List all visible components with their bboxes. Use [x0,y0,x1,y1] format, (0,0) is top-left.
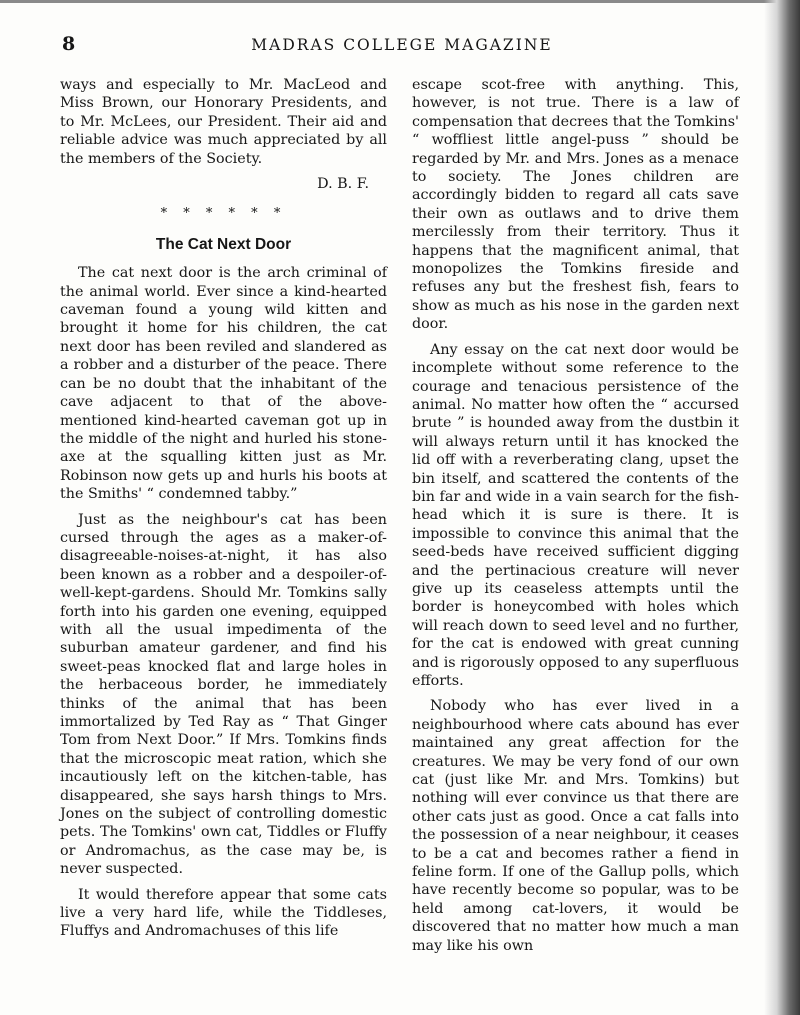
paragraph: Just as the neighbour's cat has been cursed through the ages as a maker-of-disagreeable-noises-at-night, it has also been known as a robber and a despoiler-of-well-kept-gardens. Should Mr. Tomkins sally forth into his garden one evening, equipped with all the usual impedimenta of the suburban amateur gardener, and find his sweet-peas knocked flat and large holes in the herbaceous border, he immediately thinks of the animal that has been immortalized by Ted Ray as “ That Ginger Tom from Next Door.” If Mrs. Tomkins finds that the microscopic meat ration, which she incautiously left on the kitchen-table, has disappeared, she says harsh things to Mrs. Jones on the subject of controlling domestic pets. The Tomkins' own cat, Tiddles or Fluffy or Andromachus, as the case may be, is never suspected. [60,511,387,878]
author-signature: D. B. F. [317,176,369,193]
running-title: MADRAS COLLEGE MAGAZINE [251,36,553,54]
page-number: 8 [62,33,76,55]
paragraph: Any essay on the cat next door would be incomplete without some reference to the courage and tenacious persistence of the animal. No matter how often the “ accursed brute ” is hounded away from the dustbin it will always return until it has knocked the lid off with a reverberating clang, upset the bin itself, and scattered the contents of the bin far and wide in a vain search for the fish-head which it is sure is there. It is impossible to convince this animal that the seed-beds have received sufficient digging and the pertinacious creature will never give up its ceaseless attempts until the border is honeycombed with holes which will reach down to seed level and no further, for the cat is endowed with great cunning and is rigorously opposed to any superfluous efforts. [412,341,739,689]
paragraph: escape scot-free with anything. This, however, is not true. There is a law of compensation that decrees that the Tomkins' “ woffliest little angel-puss ” should be regarded by Mr. and Mrs. Jones as a menace to society. The Jones children are accordingly bidden to regard all cats save their own as outlaws and to drive them mercilessly from their territory. Thus it happens that the magnificent animal, that monopolizes the Tomkins fireside and refuses any but the freshest fish, fears to show as much as his nose in the garden next door. [412,77,739,333]
page-header [62,33,742,61]
paragraph: Nobody who has ever lived in a neighbourhood where cats abound has ever maintained any great affection for the creatures. We may be very fond of our own cat (just like Mr. and Mrs. Tomkins) but nothing will ever convince us that there are other cats just as good. Once a cat falls into the possession of a near neighbour, it ceases to be a cat and becomes rather a fiend in feline form. If one of the Gallup polls, which have recently become so popular, was to be held among cat-lovers, it would be discovered that no matter how much a man may like his own [412,698,739,954]
top-edge-rule [0,0,780,3]
section-separator: * * * * * * [160,206,287,222]
page-binding-shadow [764,0,800,1015]
right-column [412,76,739,962]
previous-article-ending: ways and especially to Mr. MacLeod and Miss Brown, our Honorary Presidents, and to Mr. McLees, our President. Their aid and reliable advice was much appreciated by all the members of the Society. [60,77,387,167]
article-title: The Cat Next Door [155,235,292,253]
paragraph: It would therefore appear that some cats live a very hard life, while the Tiddleses, Fluffys and Andromachuses of this life [60,886,387,940]
left-column [60,76,387,948]
paragraph: The cat next door is the arch criminal of the animal world. Ever since a kind-hearted caveman found a young wild kitten and brought it home for his children, the cat next door has been reviled and slandered as a robber and a disturber of the peace. There can be no doubt that the inhabitant of the cave adjacent to that of the above-mentioned kind-hearted caveman got up in the middle of the night and hurled his stone-axe at the squalling kitten just as Mr. Robinson now gets up and hurls his boots at the Smiths' “ condemned tabby.” [60,265,387,503]
